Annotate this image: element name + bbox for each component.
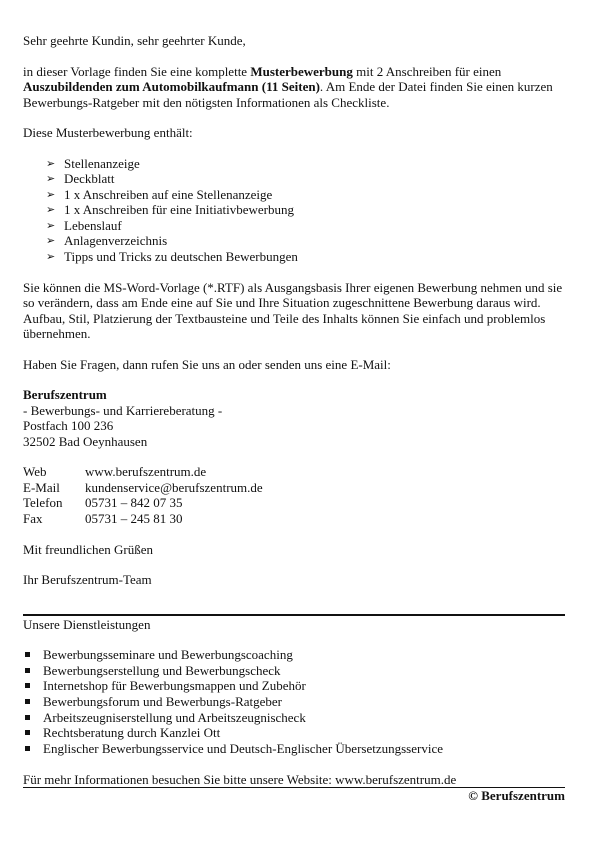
arrow-bullet-icon: ➢ xyxy=(46,218,56,232)
list-item: ➢ Deckblatt xyxy=(46,171,115,187)
contents-heading: Diese Musterbewerbung enthält: xyxy=(23,125,193,140)
list-item: Bewerbungsforum und Bewerbungs-Ratgeber xyxy=(23,694,565,710)
city: 32502 Bad Oeynhausen xyxy=(23,433,148,449)
services-heading: Unsere Dienstleistungen xyxy=(23,616,151,632)
questions-paragraph: Haben Sie Fragen, dann rufen Sie uns an oder senden uns eine E-Mail: xyxy=(23,356,391,372)
list-item: Bewerbungsseminare und Bewerbungscoaching xyxy=(23,647,565,663)
list-item: Rechtsberatung durch Kanzlei Ott xyxy=(23,725,565,741)
po-box: Postfach 100 236 xyxy=(23,418,114,434)
contact-row-email: E-Mail kundenservice@berufszentrum.de xyxy=(23,479,263,495)
closing: Mit freundlichen Grüßen xyxy=(23,541,153,557)
square-bullet-icon xyxy=(25,652,30,657)
web-link[interactable]: www.berufszentrum.de xyxy=(85,464,207,480)
square-bullet-icon xyxy=(25,699,30,704)
list-item: Arbeitszeugniserstellung und Arbeitszeugnischeck xyxy=(23,710,565,726)
phone-value: 05731 – 842 07 35 xyxy=(85,495,183,511)
list-item: ➢ Tipps und Tricks zu deutschen Bewerbungen xyxy=(46,249,298,265)
list-item: ➢ 1 x Anschreiben auf eine Stellenanzeige xyxy=(46,186,273,202)
intro-bold-1: Musterbewerbung xyxy=(250,63,353,79)
list-item: Englischer Bewerbungsservice und Deutsch-Englischer Übersetzungsservice xyxy=(23,741,565,757)
copyright: © Berufszentrum xyxy=(468,788,565,804)
top-divider xyxy=(23,614,565,616)
footer-text: Für mehr Informationen besuchen Sie bitte unsere Website: www.berufszentrum.de xyxy=(23,771,457,787)
signature: Ihr Berufszentrum-Team xyxy=(23,572,152,588)
arrow-bullet-icon: ➢ xyxy=(46,234,56,248)
list-item: Bewerbungserstellung und Bewerbungscheck xyxy=(23,663,565,679)
arrow-bullet-icon: ➢ xyxy=(46,250,56,264)
address-block xyxy=(23,387,565,449)
arrow-bullet-icon: ➢ xyxy=(46,156,56,170)
arrow-bullet-icon: ➢ xyxy=(46,203,56,217)
contact-block xyxy=(23,464,565,526)
square-bullet-icon xyxy=(25,730,30,735)
square-bullet-icon xyxy=(25,746,30,751)
services-list xyxy=(23,647,565,757)
list-item: ➢ Lebenslauf xyxy=(46,217,122,233)
list-item: Internetshop für Bewerbungsmappen und Zubehör xyxy=(23,678,565,694)
document-page xyxy=(23,33,565,804)
fax-value: 05731 – 245 81 30 xyxy=(85,510,183,526)
company-name: Berufszentrum xyxy=(23,387,107,403)
salutation: Sehr geehrte Kundin, sehr geehrter Kunde, xyxy=(23,33,246,48)
usage-paragraph: Sie können die MS-Word-Vorlage (*.RTF) als Ausgangsbasis Ihrer eigenen Bewerbung nehmen und sie so verändern, dass am Ende eine auf Sie und Ihre Situation zugeschnittene Bewerbung daraus wird. Aufbau, Stil, Platzierung der Textbausteine und Teile des Inhalts können Sie einfach und problemlos übernehmen. xyxy=(23,279,563,342)
contact-row-fax: Fax 05731 – 245 81 30 xyxy=(23,510,183,526)
contact-row-phone: Telefon 05731 – 842 07 35 xyxy=(23,495,183,511)
company-subtitle: - Bewerbungs- und Karriereberatung - xyxy=(23,402,223,418)
intro-text-2: mit 2 Anschreiben für einen xyxy=(352,63,502,79)
square-bullet-icon xyxy=(25,683,30,688)
list-item: ➢ 1 x Anschreiben für eine Initiativbewerbung xyxy=(46,202,294,218)
contact-row-web: Web www.berufszentrum.de xyxy=(23,464,207,480)
intro-bold-2: Auszubildenden zum Automobilkaufmann (11 Seiten) xyxy=(23,79,320,94)
email-link[interactable]: kundenservice@berufszentrum.de xyxy=(85,479,263,495)
square-bullet-icon xyxy=(25,668,30,673)
list-item: ➢ Stellenanzeige xyxy=(46,155,140,171)
intro-text-3: . Am Ende der Datei finden Sie einen kurzen Bewerbungs-Ratgeber mit den nötigsten Informationen als Checkliste. xyxy=(23,79,553,110)
arrow-bullet-icon: ➢ xyxy=(46,187,56,201)
square-bullet-icon xyxy=(25,715,30,720)
intro-text-1: in dieser Vorlage finden Sie eine komplette xyxy=(23,63,251,79)
contents-list xyxy=(23,156,565,265)
intro-paragraph xyxy=(23,64,565,111)
arrow-bullet-icon: ➢ xyxy=(46,172,56,186)
list-item: ➢ Anlagenverzeichnis xyxy=(46,233,168,249)
